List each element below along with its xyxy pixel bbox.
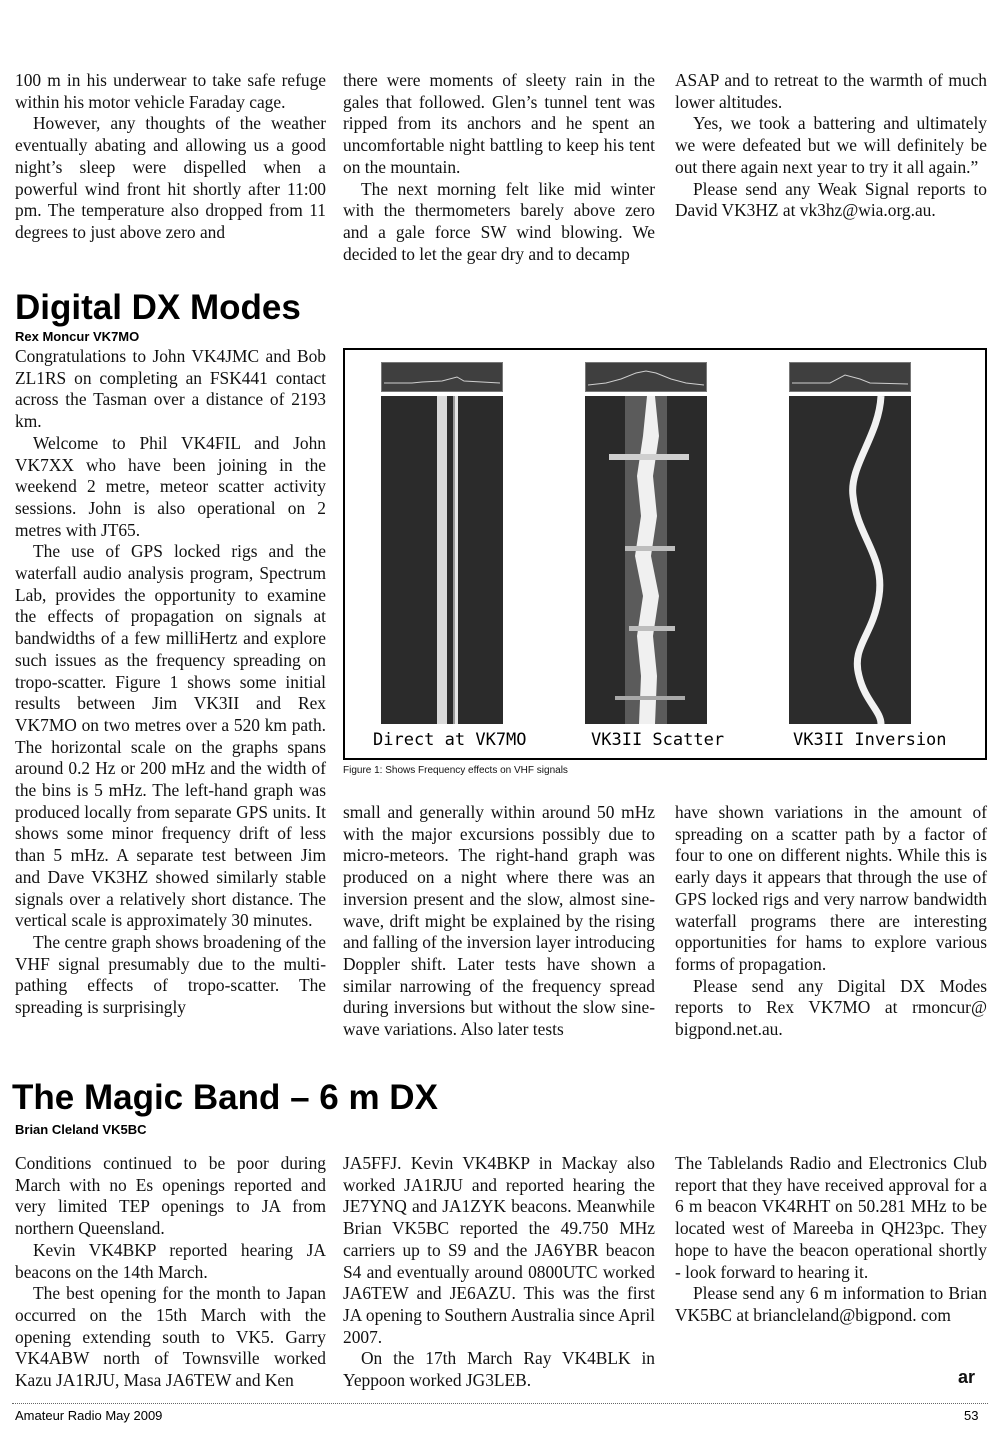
waterfall-inversion [789,362,911,724]
magic-band-col-3 [675,1153,987,1327]
paragraph: However, any thoughts of the weather eventually abating and allowing us a good night’s sleep were dispelled when a powerful wind front hit shortly after 11:00 pm. The temperature also dropped from 11 degrees to just above zero and [15,113,326,242]
paragraph: Yes, we took a battering and ultimately we were defeated but we will definitely be out there again next year to try it all again.” [675,113,987,177]
magic-band-col-1 [15,1153,326,1392]
waterfall-direct [381,362,503,724]
top-col-3 [675,70,987,222]
end-mark: ar [958,1367,976,1387]
top-col-1 [15,70,326,244]
paragraph: The Tablelands Radio and Electronics Club report that they have received approval for a 6 m beacon VK4RHT on 50.281 MHz to be located west of Mareeba in QH23pc. They hope to have the beacon operational shortly - look forward to hearing it. [675,1153,987,1282]
figure-caption: Figure 1: Shows Frequency effects on VHF signals [343,765,568,776]
digital-dx-col-1 [15,346,326,1019]
paragraph: Conditions continued to be poor during March with no Es openings reported and very limited TEP openings to JA from northern Queensland. [15,1153,326,1239]
top-col-2 [343,70,655,265]
spectrum-strip [789,362,911,392]
paragraph: ASAP and to retreat to the warmth of much lower altitudes. [675,70,987,112]
figure-1 [343,348,987,760]
figure-label-scatter: VK3II Scatter [591,730,725,750]
paragraph: On the 17th March Ray VK4BLK in Yeppoon worked JG3LEB. [343,1348,655,1391]
section-title-digital-dx: Digital DX Modes [15,288,301,327]
paragraph: Kevin VK4BKP reported hearing JA beacons on the 14th March. [15,1239,326,1282]
paragraph: Please send any 6 m information to Brian VK5BC at briancleland@bigpond. com [675,1283,987,1325]
waterfall-scatter [585,362,707,724]
section-title-magic-band: The Magic Band – 6 m DX [12,1078,438,1117]
paragraph: The next morning felt like mid winter with the thermometers barely above zero and a gale force SW wind blowing. We decided to let the gear dry and to decamp [343,178,655,264]
figure-label-inversion: VK3II Inversion [793,730,947,750]
waterfall-image [789,396,911,724]
digital-dx-col-3 [675,802,987,1041]
paragraph: have shown variations in the amount of spreading on a scatter path by a factor of four to one on different nights. While this is early days it appears that through the use of GPS locked rigs and very narrow bandwidth waterfall programs there are interesting opportunities for hams to explore various forms of propagation. [675,802,987,974]
paragraph: Congratulations to John VK4JMC and Bob ZL1RS on completing an FSK441 contact across the Tasman over a distance of 2193 km. [15,346,326,432]
page-number: 53 [964,1408,979,1423]
waterfall-image [585,396,707,724]
paragraph: 100 m in his underwear to take safe refuge within his motor vehicle Faraday cage. [15,70,326,112]
footer-rule [12,1403,988,1404]
paragraph: there were moments of sleety rain in the gales that followed. Glen’s tunnel tent was ripped from its anchors and he spent an uncomfortable night battling to keep his tent on the mountain. [343,70,655,177]
digital-dx-col-2 [343,802,655,1041]
byline-digital-dx: Rex Moncur VK7MO [15,329,140,344]
spectrum-strip [585,362,707,392]
figure-label-direct: Direct at VK7MO [373,730,527,750]
byline-magic-band: Brian Cleland VK5BC [15,1122,147,1137]
paragraph: JA5FFJ. Kevin VK4BKP in Mackay also worked JA1RJU and reported hearing the JE7YNQ and JA1ZYK beacons. Meanwhile Brian VK5BC reported the 49.750 MHz carriers up to S9 and the JA6YBR beacon S4 and eventually around 0800UTC worked JA6TEW and JE6AZU. This was the first JA opening to Southern Australia since April 2007. [343,1153,655,1347]
paragraph: Welcome to Phil VK4FIL and John VK7XX who have been joining in the weekend 2 metre, meteor scatter activity sessions. John is also operational on 2 metres with JT65. [15,432,326,540]
paragraph: Please send any Weak Signal reports to David VK3HZ at vk3hz@wia.org.au. [675,178,987,221]
paragraph: small and generally within around 50 mHz with the major excursions possibly due to micro-meteors. The right-hand graph was produced on a night where there was an inversion present and the slow, almost sine-wave, drift might be explained by the rising and falling of the inversion layer introducing Doppler shift. Later tests have shown a similar narrowing of the frequency spread during inversions but without the slow sine-wave variations. Also later tests [343,802,655,1040]
paragraph: Please send any Digital DX Modes reports to Rex VK7MO at rmoncur@ bigpond.net.au. [675,975,987,1040]
spectrum-strip [381,362,503,392]
paragraph: The centre graph shows broadening of the VHF signal presumably due to the multi-pathing effects of tropo-scatter. The spreading is surprisingly [15,931,326,1018]
footer-publication: Amateur Radio May 2009 [15,1408,163,1423]
magic-band-col-2 [343,1153,655,1392]
waterfall-image [381,396,503,724]
paragraph: The use of GPS locked rigs and the waterfall audio analysis program, Spectrum Lab, provides the opportunity to examine the effects of propagation on signals at bandwidths of a few milliHertz and explore such issues as the frequency spreading on tropo-scatter. Figure 1 shows some initial results between Jim VK3II and Rex VK7MO on two metres over a 520 km path. The horizontal scale on the graphs spans around 0.2 Hz or 200 mHz and the width of the bins is 5 mHz. The left-hand graph was produced locally from separate GPS units. It shows some minor frequency drift of less than 5 mHz. A separate test between Jim and Dave VK3HZ showed similarly stable signals over a relatively short distance. The vertical scale is approximately 30 minutes. [15,541,326,931]
paragraph: The best opening for the month to Japan occurred on the 15th March with the opening extending south to VK5. Garry VK4ABW north of Townsville worked Kazu JA1RJU, Masa JA6TEW and Ken [15,1283,326,1391]
